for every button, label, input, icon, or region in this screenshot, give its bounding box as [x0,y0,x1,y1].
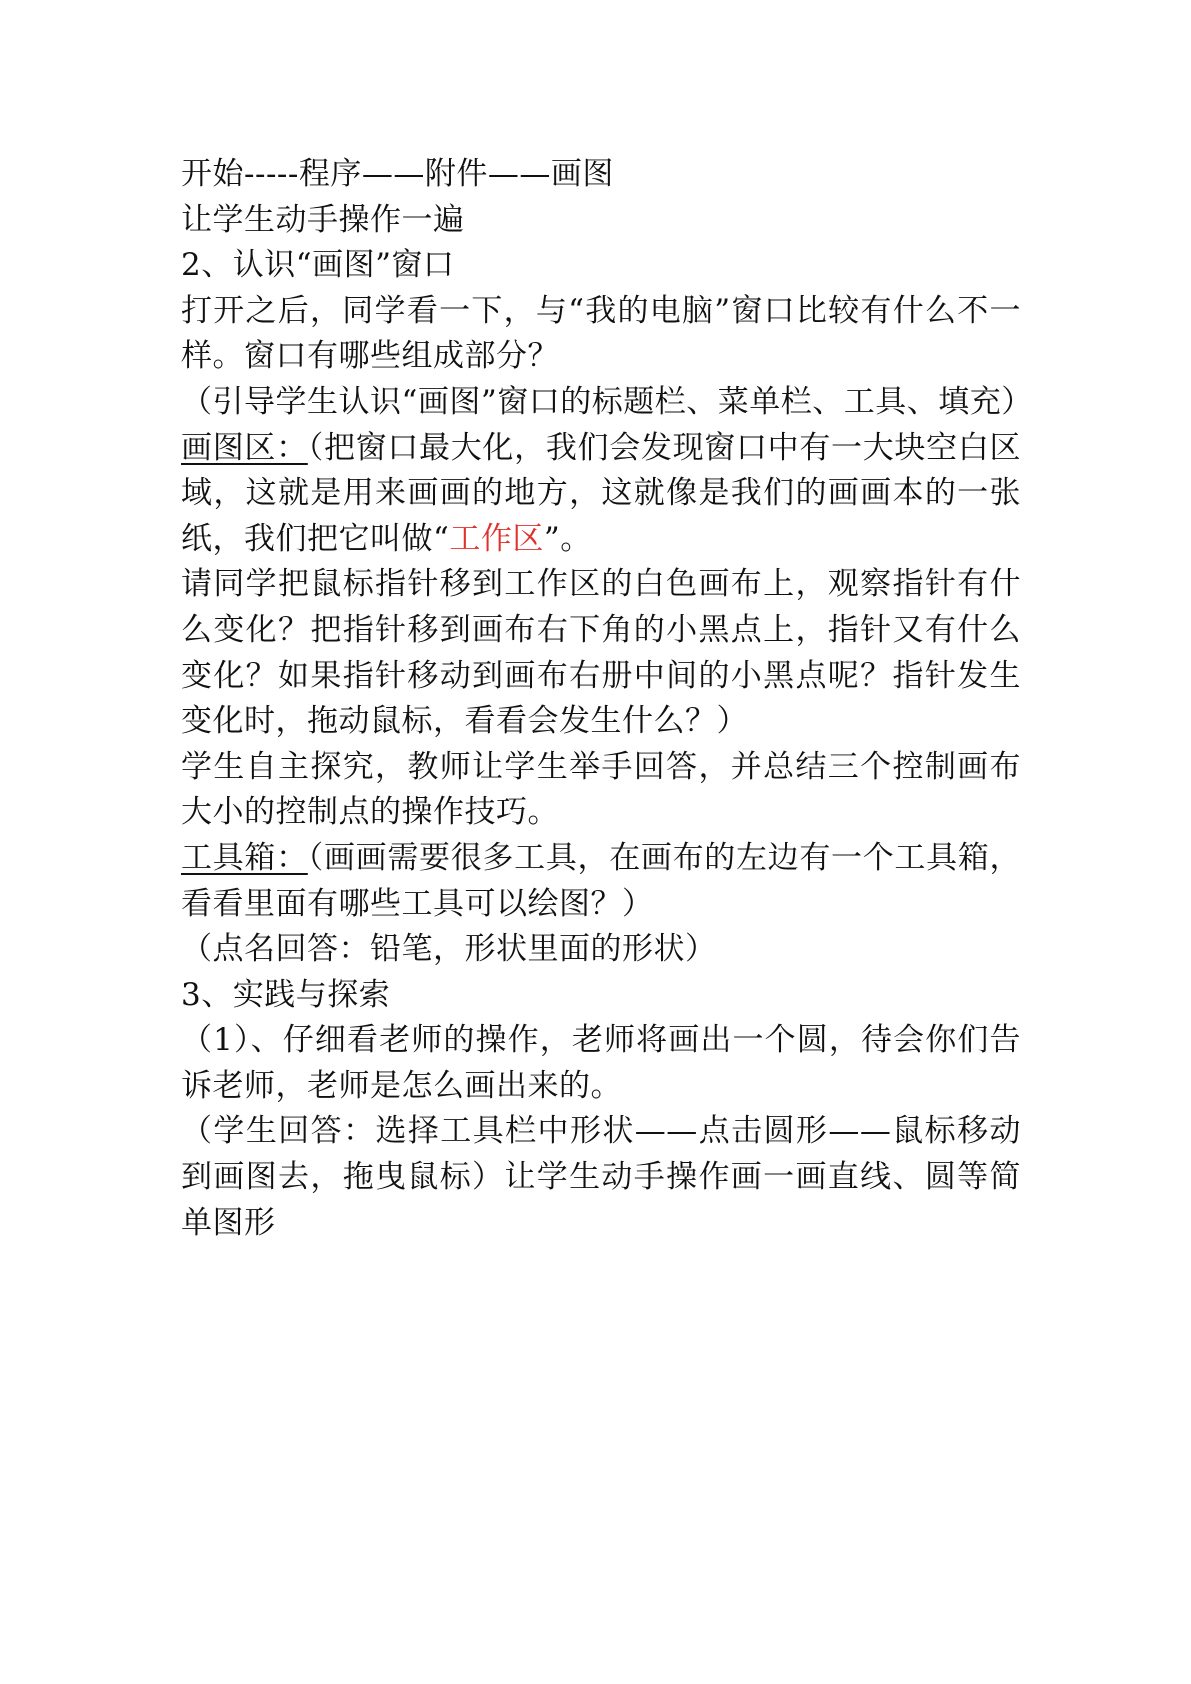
paragraph-student-answer: （学生回答：选择工具栏中形状——点击圆形——鼠标移动到画图去，拖曳鼠标）让学生动手操作画一画直线、圆等简单图形 [181,1113,1021,1241]
paragraph-toolbox [181,836,1021,927]
paragraph-student-explore: 学生自主探究，教师让学生举手回答，并总结三个控制画布大小的控制点的操作技巧。 [181,748,1021,831]
paragraph-open-window: 打开之后，同学看一下，与“我的电脑”窗口比较有什么不一样。窗口有哪些组成部分？ [181,292,1021,375]
text-line-hands-on: 让学生动手操作一遍 [181,201,465,238]
text-line-start-menu-path: 开始-----程序——附件——画图 [181,156,614,192]
paragraph-pointer-observation: 请同学把鼠标指针移到工作区的白色画布上，观察指针有什么变化？把指针移到画布右下角的小黑点上，指针又有什么变化？如果指针移动到画布右册中间的小黑点呢？指针发生变化时，拖动鼠标，看看会发生什么？） [181,566,1021,740]
drawing-area-text-end: ”。 [543,520,592,557]
toolbox-label: 工具箱： [181,839,308,876]
work-area-highlight: 工作区 [449,520,544,557]
drawing-area-text: （把窗口最大化，我们会发现窗口中有一大块空白区域，这就是用来画画的地方，这就像是我们的画画本的一张纸，我们把它叫做“ [181,429,1022,557]
document-body [181,152,1033,1246]
section-heading-know-window: 2、认识“画图”窗口 [181,247,455,284]
toolbox-text: （画画需要很多工具，在画布的左边有一个工具箱，看看里面有哪些工具可以绘图？） [181,839,1022,922]
drawing-area-label: 画图区： [181,429,308,466]
paragraph-drawing-area [181,426,1021,563]
section-heading-practice: 3、实践与探索 [181,976,391,1013]
paragraph-step-one: （1）、仔细看老师的操作，老师将画出一个圆，待会你们告诉老师，老师是怎么画出来的。 [181,1022,1021,1104]
paragraph-guide-students: （引导学生认识“画图”窗口的标题栏、菜单栏、工具、填充） [181,383,1033,420]
paragraph-roll-call-answer: （点名回答：铅笔，形状里面的形状） [181,931,717,968]
